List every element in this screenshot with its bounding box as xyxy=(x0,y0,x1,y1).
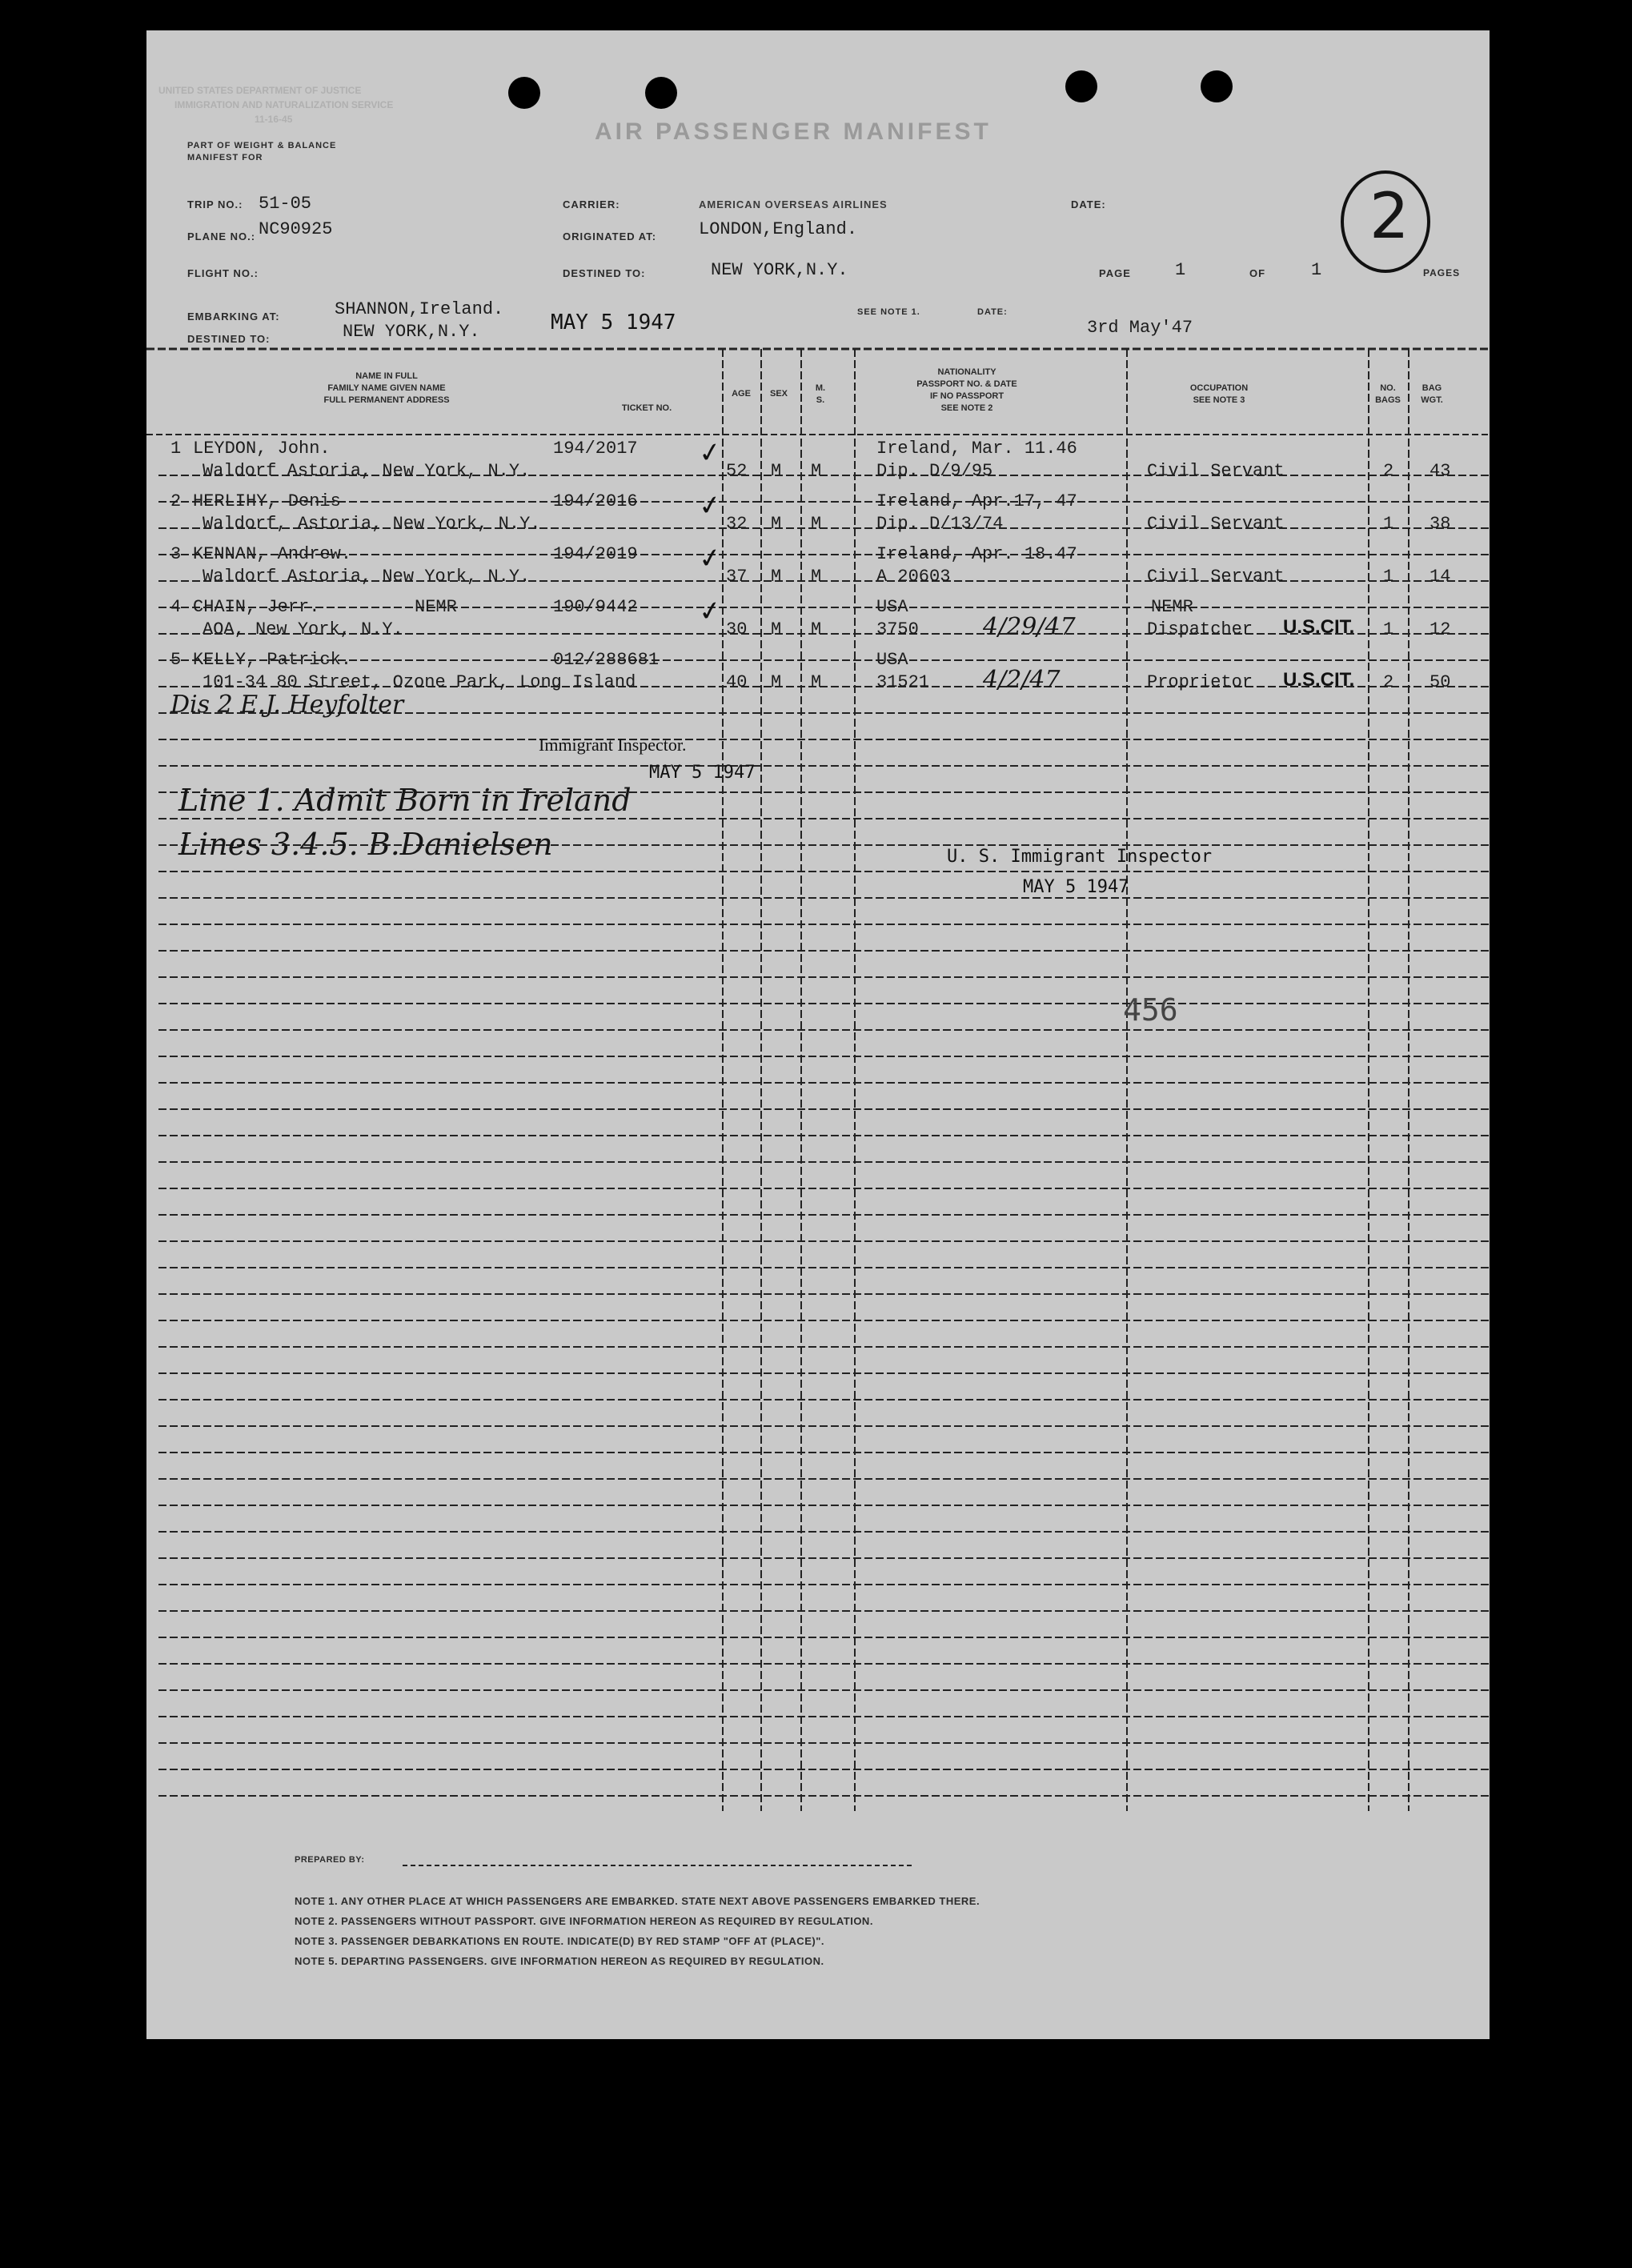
passenger-name: KENNAN, Andrew. xyxy=(193,544,352,564)
passport: 3750 xyxy=(876,619,919,639)
weight-balance-label: PART OF WEIGHT & BALANCE xyxy=(187,141,337,150)
inspector-label: Immigrant Inspector. xyxy=(539,735,687,755)
citizen-stamp: U.S.CIT. xyxy=(1283,616,1355,638)
prepared-by-label: PREPARED BY: xyxy=(295,1855,365,1865)
trip-no-label: TRIP NO.: xyxy=(187,198,243,210)
passenger-number: 3 xyxy=(170,544,182,564)
record-number: 456 xyxy=(1123,992,1178,1028)
nationality: Ireland, Mar. 11.46 xyxy=(876,439,1077,459)
bag-count: 1 xyxy=(1383,619,1394,639)
handwritten-date: 4/2/47 xyxy=(983,666,1061,694)
passenger-marital-status: M xyxy=(811,672,822,692)
circled-page-number: 2 xyxy=(1369,181,1409,253)
passenger-name-note: NEMR xyxy=(415,597,457,617)
nationality: Ireland, Apr.17, 47 xyxy=(876,491,1077,511)
passport: 31521 xyxy=(876,672,930,692)
col-name-header: NAME IN FULL FAMILY NAME GIVEN NAME FULL PERMANENT ADDRESS xyxy=(323,371,450,405)
bag-weight: 38 xyxy=(1430,514,1451,534)
ticket-number: 190/9442 xyxy=(553,597,638,617)
us-inspector-date: MAY 5 1947 xyxy=(1023,877,1129,897)
embarking-label: EMBARKING AT: xyxy=(187,311,280,323)
nationality: USA xyxy=(876,650,908,670)
passport: Dip. D/13/74 xyxy=(876,514,1004,534)
of-value: 1 xyxy=(1311,260,1322,280)
flight-no-label: FLIGHT NO.: xyxy=(187,267,259,279)
passenger-number: 1 xyxy=(170,439,182,459)
carrier-label: CARRIER: xyxy=(563,198,620,210)
col-occupation-header: OCCUPATION SEE NOTE 3 xyxy=(1189,383,1249,405)
ticket-number: 012/288681 xyxy=(553,650,660,670)
passenger-name: LEYDON, John. xyxy=(193,439,331,459)
passenger-name: HERLIHY, Denis xyxy=(193,491,341,511)
bag-count: 1 xyxy=(1383,567,1394,587)
occupation: Dispatcher xyxy=(1147,619,1253,639)
passenger-age: 32 xyxy=(726,514,748,534)
form-number: 11-16-45 xyxy=(255,114,293,125)
bag-count: 2 xyxy=(1383,672,1394,692)
occupation-note: NEMR xyxy=(1151,597,1193,617)
of-label: OF xyxy=(1249,267,1266,279)
passenger-address: Waldorf, Astoria, New York, N.Y. xyxy=(202,514,541,534)
note-1: NOTE 1. ANY OTHER PLACE AT WHICH PASSENGERS ARE EMBARKED. STATE NEXT ABOVE PASSENGERS EMBARKED THERE. xyxy=(295,1895,980,1907)
nationality: Ireland, Apr. 18.47 xyxy=(876,544,1077,564)
citizen-stamp: U.S.CIT. xyxy=(1283,669,1355,691)
bag-weight: 14 xyxy=(1430,567,1451,587)
see-note-label: SEE NOTE 1. xyxy=(857,307,920,317)
handwritten-date: 4/29/47 xyxy=(983,613,1076,641)
table-grid xyxy=(146,30,1490,2039)
trip-no-value: 51-05 xyxy=(259,194,312,214)
check-mark-icon: ✓ xyxy=(696,488,724,523)
col-bags-header: NO. BAGS xyxy=(1375,383,1401,405)
occupation: Civil Servant xyxy=(1147,567,1285,587)
note-3: NOTE 3. PASSENGER DEBARKATIONS EN ROUTE. INDICATE(D) BY RED STAMP "OFF AT (PLACE)". xyxy=(295,1935,824,1947)
handwritten-lines-note: Lines 3.4.5. B.Danielsen xyxy=(178,827,553,862)
page-label: PAGE xyxy=(1099,267,1131,279)
passenger-number: 5 xyxy=(170,650,182,670)
note-4: NOTE 5. DEPARTING PASSENGERS. GIVE INFORMATION HEREON AS REQUIRED BY REGULATION. xyxy=(295,1955,824,1967)
destined-label: DESTINED TO: xyxy=(563,267,646,279)
bag-count: 1 xyxy=(1383,514,1394,534)
col-sex-header: SEX xyxy=(769,389,788,399)
bag-weight: 43 xyxy=(1430,461,1451,481)
check-mark-icon: ✓ xyxy=(696,594,724,629)
passenger-marital-status: M xyxy=(811,619,822,639)
passenger-sex: M xyxy=(771,514,782,534)
col-nationality-header: NATIONALITY PASSPORT NO. & DATE IF NO PASSPORT SEE NOTE 2 xyxy=(916,367,1017,413)
plane-no-label: PLANE NO.: xyxy=(187,230,256,242)
ticket-number: 194/2019 xyxy=(553,544,638,564)
passenger-marital-status: M xyxy=(811,461,822,481)
passenger-age: 52 xyxy=(726,461,748,481)
originated-value: LONDON,England. xyxy=(699,219,858,239)
passenger-address: AOA, New York, N.Y. xyxy=(202,619,403,639)
pages-label: PAGES xyxy=(1423,267,1461,278)
passenger-name: KELLY, Patrick. xyxy=(193,650,352,670)
passport: A 20603 xyxy=(876,567,951,587)
passenger-age: 40 xyxy=(726,672,748,692)
manifest-sheet xyxy=(146,30,1490,2039)
agency-line: IMMIGRATION AND NATURALIZATION SERVICE xyxy=(174,99,394,110)
destined-to-value: NEW YORK,N.Y. xyxy=(343,322,480,342)
check-mark-icon: ✓ xyxy=(696,541,724,576)
passenger-number: 4 xyxy=(170,597,182,617)
carrier-value: AMERICAN OVERSEAS AIRLINES xyxy=(699,198,888,210)
handwritten-admit-note: Line 1. Admit Born in Ireland xyxy=(178,783,632,818)
bag-weight: 12 xyxy=(1430,619,1451,639)
ticket-number: 194/2016 xyxy=(553,491,638,511)
nationality: USA xyxy=(876,597,908,617)
embarking-value: SHANNON,Ireland. xyxy=(335,299,504,319)
passenger-age: 37 xyxy=(726,567,748,587)
passenger-sex: M xyxy=(771,461,782,481)
bag-weight: 50 xyxy=(1430,672,1451,692)
occupation: Civil Servant xyxy=(1147,461,1285,481)
passenger-marital-status: M xyxy=(811,567,822,587)
check-mark-icon: ✓ xyxy=(696,435,724,471)
destined-to-label: DESTINED TO: xyxy=(187,333,271,345)
passenger-address: 101-34 80 Street, Ozone Park, Long Island xyxy=(202,672,636,692)
date-label: DATE: xyxy=(1071,198,1106,210)
occupation: Civil Servant xyxy=(1147,514,1285,534)
bag-count: 2 xyxy=(1383,461,1394,481)
date-typed: 3rd May'47 xyxy=(1087,318,1193,338)
manifest-for-label: MANIFEST FOR xyxy=(187,153,263,162)
passenger-sex: M xyxy=(771,567,782,587)
plane-no-value: NC90925 xyxy=(259,219,333,239)
passport: Dip. D/9/95 xyxy=(876,461,993,481)
passenger-age: 30 xyxy=(726,619,748,639)
originated-label: ORIGINATED AT: xyxy=(563,230,657,242)
passenger-sex: M xyxy=(771,619,782,639)
col-age-header: AGE xyxy=(732,389,751,399)
arrival-stamp: MAY 5 1947 xyxy=(551,311,676,335)
col-ticket-header: TICKET NO. xyxy=(621,403,672,413)
page-value: 1 xyxy=(1175,260,1186,280)
agency-line: UNITED STATES DEPARTMENT OF JUSTICE xyxy=(158,85,362,96)
col-wt-header: BAG WGT. xyxy=(1421,383,1443,405)
passenger-marital-status: M xyxy=(811,514,822,534)
destined-value: NEW YORK,N.Y. xyxy=(711,260,848,280)
us-inspector-stamp: U. S. Immigrant Inspector xyxy=(947,847,1213,867)
passenger-number: 2 xyxy=(170,491,182,511)
inspection-stamp: MAY 5 1947 xyxy=(649,763,756,783)
col-ms-header: M. S. xyxy=(815,383,826,405)
passenger-sex: M xyxy=(771,672,782,692)
passenger-address: Waldorf Astoria, New York, N.Y. xyxy=(202,461,531,481)
occupation: Proprietor xyxy=(1147,672,1253,692)
passenger-name: CHAIN, Jerr. xyxy=(193,597,320,617)
ticket-number: 194/2017 xyxy=(553,439,638,459)
handwritten-signature: Dis 2 E.J. Heyfolter xyxy=(170,691,404,719)
note-2: NOTE 2. PASSENGERS WITHOUT PASSPORT. GIVE INFORMATION HEREON AS REQUIRED BY REGULATION. xyxy=(295,1915,873,1927)
date2-label: DATE: xyxy=(977,307,1008,317)
form-title: AIR PASSENGER MANIFEST xyxy=(595,118,992,145)
passenger-address: Waldorf Astoria, New York, N.Y. xyxy=(202,567,531,587)
